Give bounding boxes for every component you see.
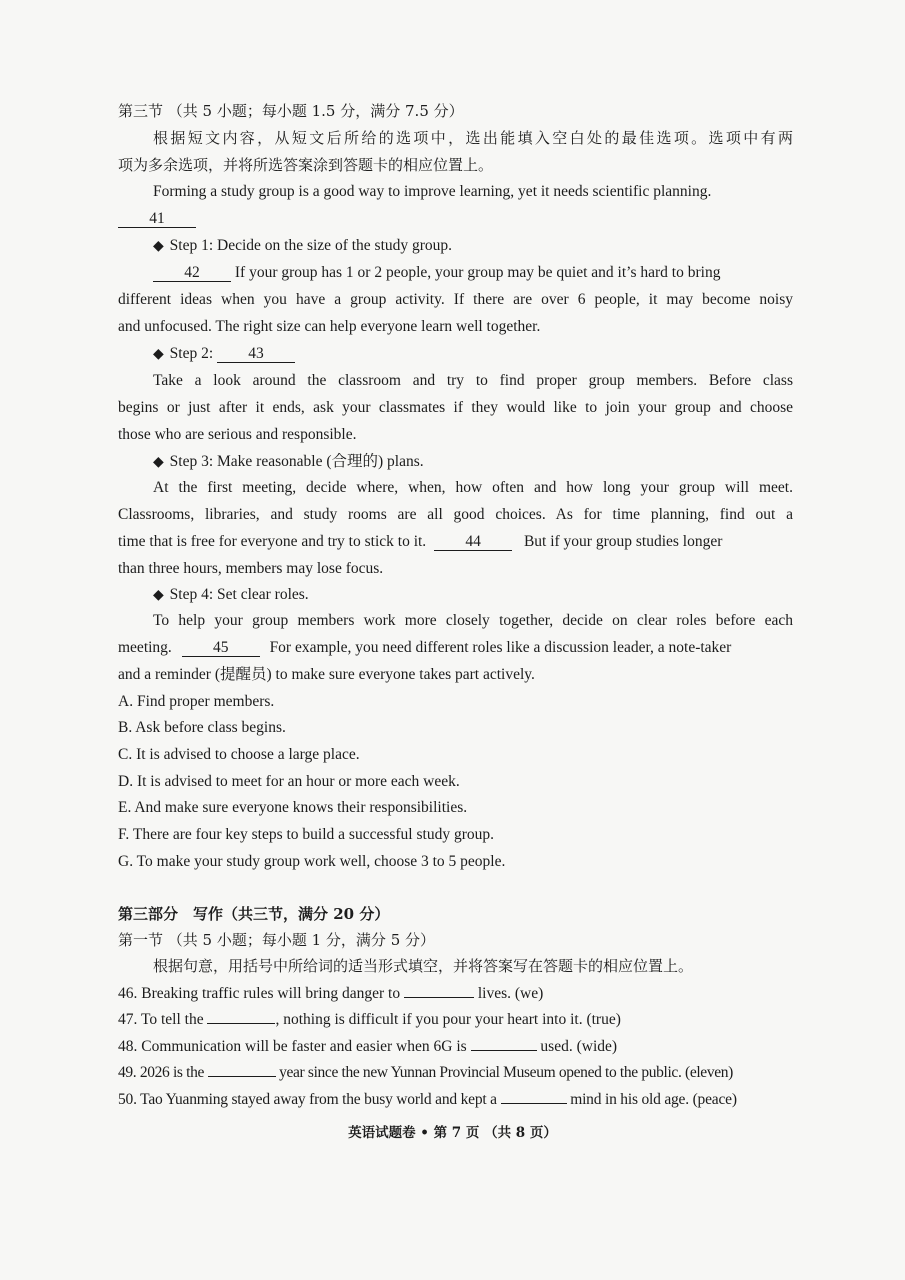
step-2-text: Step 2: — [169, 345, 214, 362]
question-47 — [118, 1009, 793, 1030]
paragraph-text: meeting. — [118, 639, 172, 656]
part-heading: 第三部分 写作（共三节，满分 20 分） — [118, 905, 390, 923]
paragraph-line: than three hours, members may lose focus. — [118, 560, 384, 577]
answer-blank-46 — [404, 983, 474, 998]
step-3 — [153, 452, 828, 473]
blank-44: 44 — [434, 533, 512, 551]
question-text: 50. Tao Yuanming stayed away from the busy world and kept a — [118, 1091, 497, 1108]
blank-41: 41 — [118, 210, 196, 228]
blank-43: 43 — [217, 345, 295, 363]
question-text: year since the new Yunnan Provincial Museum opened to the public. (eleven) — [279, 1064, 733, 1081]
option-b: B. Ask before class begins. — [118, 719, 286, 736]
answer-blank-47 — [207, 1009, 275, 1024]
step-2 — [153, 344, 828, 365]
section-heading: 第三节 （共 5 小题；每小题 1.5 分，满分 7.5 分） — [118, 102, 464, 120]
instruction-line: 根据句意，用括号中所给词的适当形式填空，并将答案写在答题卡的相应位置上。 — [153, 957, 694, 975]
paragraph-line: Classrooms, libraries, and study rooms are all good choices. As for time planning, find out a — [118, 506, 793, 523]
paragraph-line: At the first meeting, decide where, when, how often and how long your group will meet. — [153, 479, 793, 496]
option-e: E. And make sure everyone knows their responsibilities. — [118, 799, 468, 816]
option-a: A. Find proper members. — [118, 693, 275, 710]
option-d: D. It is advised to meet for an hour or more each week. — [118, 773, 460, 790]
paragraph-text: time that is free for everyone and try to stick to it. — [118, 533, 427, 550]
diamond-bullet-icon: ◆ — [153, 239, 164, 254]
question-text: used. (wide) — [540, 1038, 618, 1055]
step-4-text: Step 4: Set clear roles. — [169, 586, 309, 603]
paragraph-line: and a reminder (提醒员) to make sure everyone takes part actively. — [118, 666, 535, 683]
step-3-text: Step 3: Make reasonable (合理的) plans. — [169, 453, 424, 470]
diamond-bullet-icon: ◆ — [153, 347, 164, 362]
option-g: G. To make your study group work well, choose 3 to 5 people. — [118, 853, 506, 870]
paragraph-line: different ideas when you have a group activity. If there are over 6 people, it may become noisy — [118, 291, 793, 308]
diamond-bullet-icon: ◆ — [153, 588, 164, 603]
paragraph-text: For example, you need different roles like a discussion leader, a note-taker — [269, 639, 732, 656]
step-1-text: Step 1: Decide on the size of the study group. — [169, 237, 453, 254]
question-50 — [118, 1089, 793, 1110]
step-4 — [153, 585, 828, 606]
paragraph-line: those who are serious and responsible. — [118, 426, 357, 443]
question-text: 48. Communication will be faster and easier when 6G is — [118, 1038, 467, 1055]
paragraph-line — [118, 532, 793, 552]
option-c: C. It is advised to choose a large place. — [118, 746, 360, 763]
page-footer: 英语试题卷 • 第 7 页 （共 8 页） — [348, 1125, 557, 1141]
instruction-line: 根据短文内容，从短文后所给的选项中，选出能填入空白处的最佳选项。选项中有两 — [153, 129, 793, 147]
paragraph-line: begins or just after it ends, ask your classmates if they would like to join your group and choose — [118, 399, 793, 416]
question-text: 47. To tell the — [118, 1011, 204, 1028]
paragraph-line — [118, 638, 793, 658]
question-text: lives. (we) — [477, 985, 544, 1002]
step-1 — [153, 236, 828, 257]
passage-intro: Forming a study group is a good way to improve learning, yet it needs scientific planning. — [153, 183, 712, 200]
paragraph-text: If your group has 1 or 2 people, your group may be quiet and it’s hard to bring — [234, 264, 721, 281]
blank-42: 42 — [153, 264, 231, 282]
section-heading: 第一节 （共 5 小题；每小题 1 分，满分 5 分） — [118, 931, 436, 949]
paragraph-line: and unfocused. The right size can help everyone learn well together. — [118, 318, 541, 335]
diamond-bullet-icon: ◆ — [153, 455, 164, 470]
question-text: 49. 2026 is the — [118, 1064, 205, 1081]
question-text: mind in his old age. (peace) — [570, 1091, 737, 1108]
paragraph-line: To help your group members work more closely together, decide on clear roles before each — [153, 612, 793, 629]
question-46 — [118, 983, 793, 1004]
instruction-line: 项为多余选项，并将所选答案涂到答题卡的相应位置上。 — [118, 156, 494, 174]
paragraph-line — [153, 263, 828, 283]
blank-41-line — [118, 209, 793, 229]
question-49 — [118, 1062, 793, 1083]
paragraph-line: Take a look around the classroom and try to find proper group members. Before class — [153, 372, 793, 389]
question-text: 46. Breaking traffic rules will bring danger to — [118, 985, 401, 1002]
blank-45: 45 — [182, 639, 260, 657]
question-48 — [118, 1036, 793, 1057]
question-text: , nothing is difficult if you pour your heart into it. (true) — [275, 1011, 621, 1028]
answer-blank-48 — [471, 1036, 537, 1051]
answer-blank-50 — [501, 1089, 567, 1104]
option-f: F. There are four key steps to build a successful study group. — [118, 826, 494, 843]
answer-blank-49 — [208, 1062, 276, 1077]
paragraph-text: But if your group studies longer — [523, 533, 723, 550]
